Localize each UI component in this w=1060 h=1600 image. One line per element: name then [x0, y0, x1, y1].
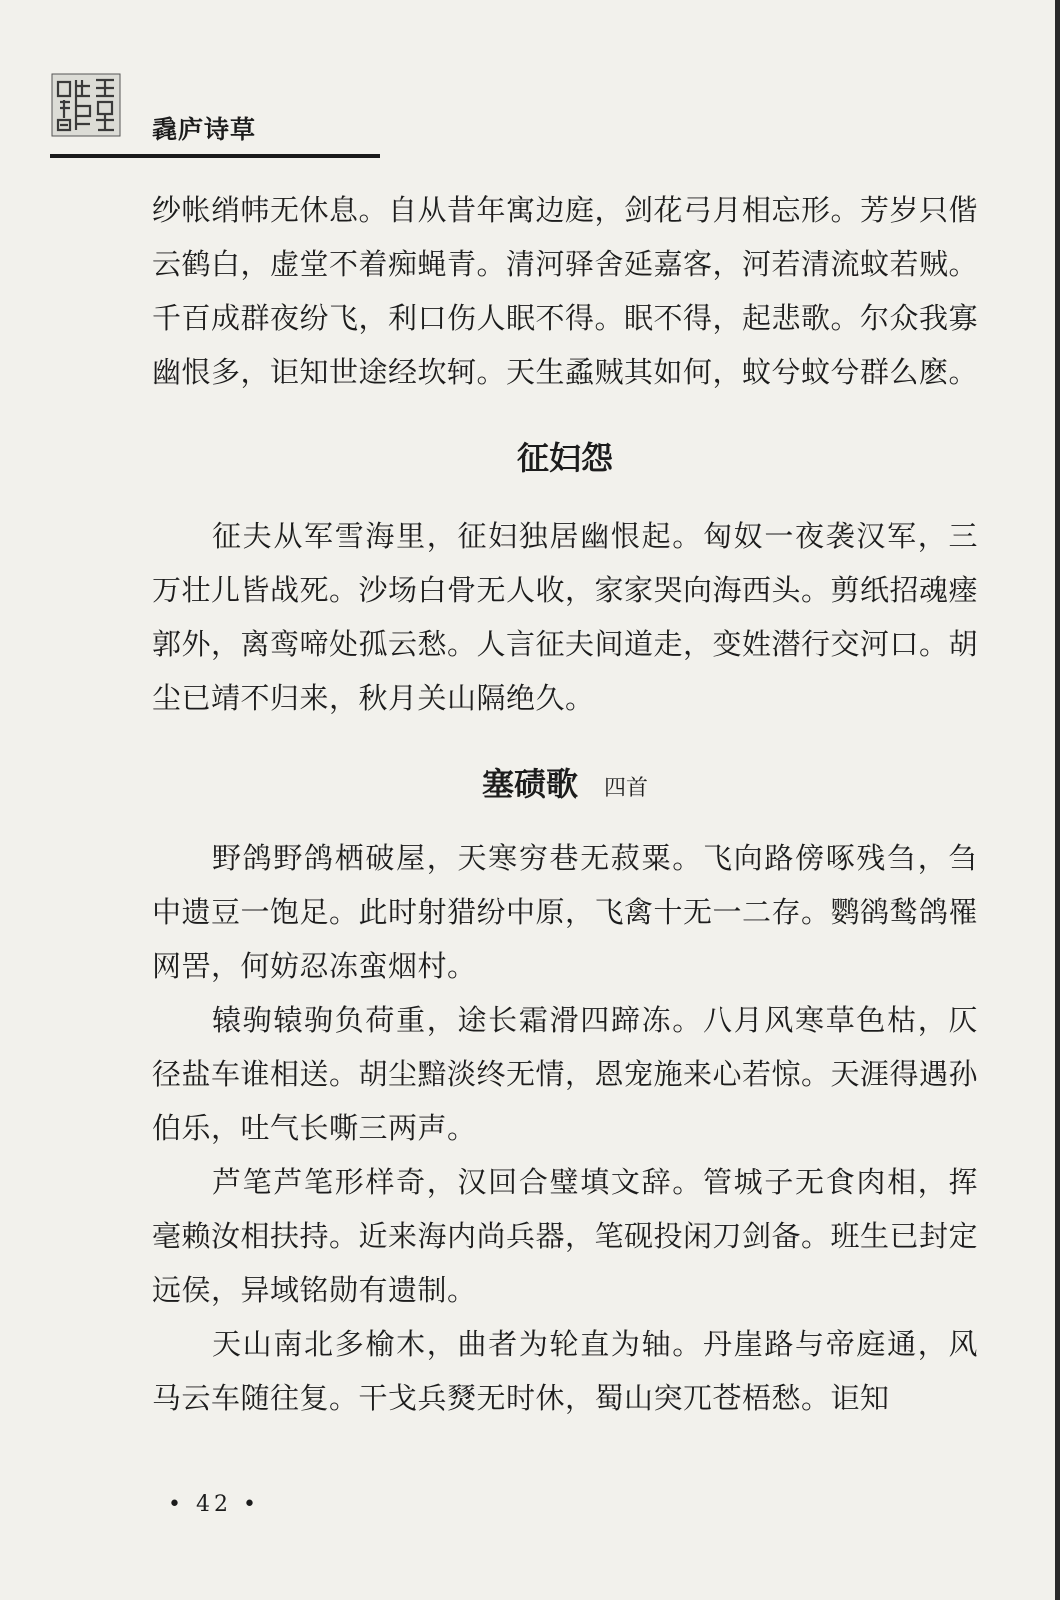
poem-stanza: 天山南北多榆木，曲者为轮直为轴。丹崖路与帝庭通，风马云车随往复。干戈兵燹无时休，蜀山突兀苍梧愁。讵知	[152, 1327, 978, 1415]
continuation-text: 纱帐绡帏无休息。自从昔年寓边庭，剑花弓月相忘形。芳岁只偕云鹤白，虚堂不着痴蝇青。清河驿舍延嘉客，河若清流蚊若贼。千百成群夜纷飞，利口伤人眠不得。眠不得，起悲歌。尔众我寡幽恨多，讵知世途经坎轲。天生蟊贼其如何，蚊兮蚊兮群么麽。	[152, 193, 979, 389]
page-edge-shadow	[1055, 0, 1060, 1600]
running-header	[50, 72, 380, 160]
poem-title	[152, 759, 978, 805]
page-content	[152, 183, 978, 1425]
poem-text: 征夫从军雪海里，征妇独居幽恨起。匈奴一夜袭汉军，三万壮儿皆战死。沙场白骨无人收，家家哭向海西头。剪纸招魂瘗郭外，离鸾啼处孤云愁。人言征夫间道走，变姓潜行交河口。胡尘已靖不归来，秋月关山隔绝久。	[152, 519, 979, 715]
poem-stanza: 芦笔芦笔形样奇，汉回合璧填文辞。管城子无食肉相，挥毫赖汝相扶持。近来海内尚兵器，笔砚投闲刀剑备。班生已封定远侯，异域铭勋有遗制。	[152, 1165, 979, 1307]
poem-stanza: 野鸽野鸽栖破屋，天寒穷巷无菽粟。飞向路傍啄残刍，刍中遗豆一饱足。此时射猎纷中原，飞禽十无一二存。鹦鹆鹙鸽罹网罟，何妨忍冻蛮烟村。	[152, 841, 979, 983]
poem-stanza: 辕驹辕驹负荷重，途长霜滑四蹄冻。八月风寒草色枯，仄径盐车谁相送。胡尘黯淡终无情，恩宠施来心若惊。天涯得遇孙伯乐，吐气长嘶三两声。	[152, 1003, 979, 1145]
poem-title	[152, 433, 978, 479]
book-title: 毳庐诗草	[152, 115, 257, 144]
seal-stamp	[50, 72, 122, 138]
poem-title-text: 塞碛歌	[481, 765, 578, 803]
poem-count-note: 四首	[604, 776, 649, 801]
page-number: • 42 •	[168, 1492, 260, 1517]
poem-title-text: 征妇怨	[516, 439, 613, 477]
header-rule	[50, 154, 380, 158]
